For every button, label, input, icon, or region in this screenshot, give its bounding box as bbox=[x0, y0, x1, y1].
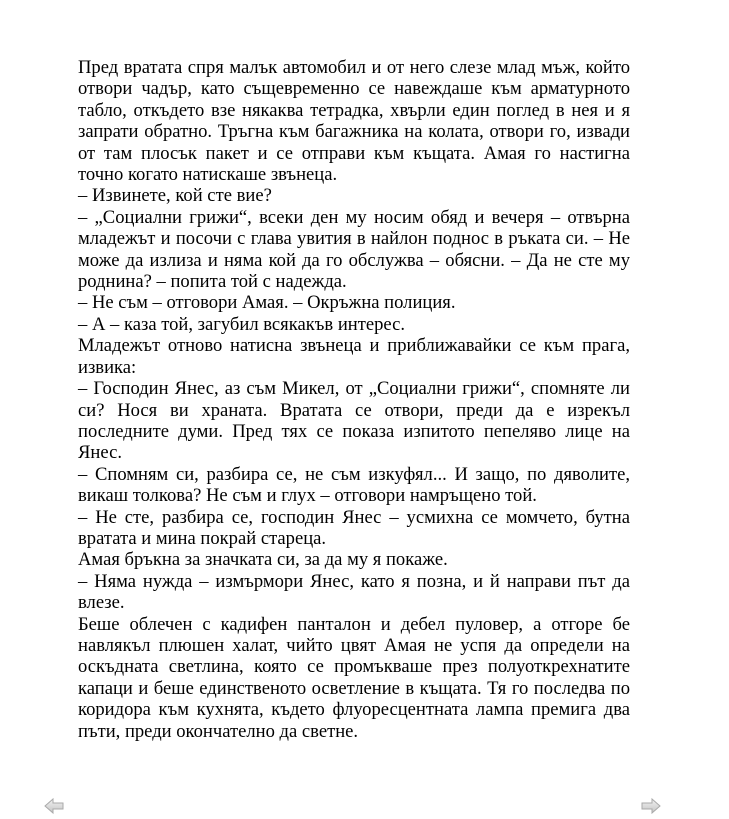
paragraph: Беше облечен с кадифен панталон и дебел пуловер, а отгоре бе навлякъл плюшен халат, чийто цвят Амая не успя да определи на оскъдната светлина, която се промъкваше през полуоткрехнатите капаци и беше единственото осветление в къщата. Тя го последва по коридора към кухнята, където флуоресцентната лампа премига два пъти, преди окончателно да светне. bbox=[78, 613, 630, 742]
paragraph: – Спомням си, разбира се, не съм изкуфял... И защо, по дяволите, викаш толкова? Не съм и глух – отговори намръщено той. bbox=[78, 463, 630, 507]
paragraph: – „Социални грижи“, всеки ден му носим обяд и вечеря – отвърна младежът и посочи с глава увития в найлон поднос в ръката си. – Не може да излиза и няма кой да го обслужва – обясни. – Да не сте му роднина? – попита той с надежда. bbox=[78, 206, 630, 293]
right-arrow-icon bbox=[641, 798, 661, 814]
paragraph: Амая бръкна за значката си, за да му я покаже. bbox=[78, 549, 448, 571]
paragraph: Младежът отново натисна звънеца и приближавайки се към прага, извика: bbox=[78, 335, 630, 378]
paragraph: – Няма нужда – измърмори Янес, като я позна, и й направи път да влезе. bbox=[78, 570, 630, 614]
left-arrow-icon bbox=[44, 798, 64, 814]
paragraph: – Господин Янес, аз съм Микел, от „Социални грижи“, спомняте ли си? Нося ви храната. Вратата се отвори, преди да е изрекъл последните думи. Пред тях се показа изпитото пепеляво лице на Янес. bbox=[78, 378, 630, 464]
paragraph: – Извинете, кой сте вие? bbox=[78, 185, 272, 207]
next-page-button[interactable] bbox=[641, 798, 661, 814]
paragraph: – Не сте, разбира се, господин Янес – усмихна се момчето, бутна вратата и мина покрай стареца. bbox=[78, 506, 630, 549]
prev-page-button[interactable] bbox=[44, 798, 64, 814]
paragraph: Пред вратата спря малък автомобил и от него слезе млад мъж, който отвори чадър, като същевременно се навеждаше към арматурното табло, откъдето взе някаква тетрадка, хвърли един поглед в нея и я запрати обратно. Тръгна към багажника на колата, отвори го, извади от там плосък пакет и се отправи към къщата. Амая го настигна точно когато натискаше звънеца. bbox=[78, 57, 630, 186]
paragraph: – А – каза той, загубил всякакъв интерес. bbox=[78, 313, 406, 335]
paragraph: – Не съм – отговори Амая. – Окръжна полиция. bbox=[78, 292, 456, 314]
document-page bbox=[78, 57, 630, 742]
